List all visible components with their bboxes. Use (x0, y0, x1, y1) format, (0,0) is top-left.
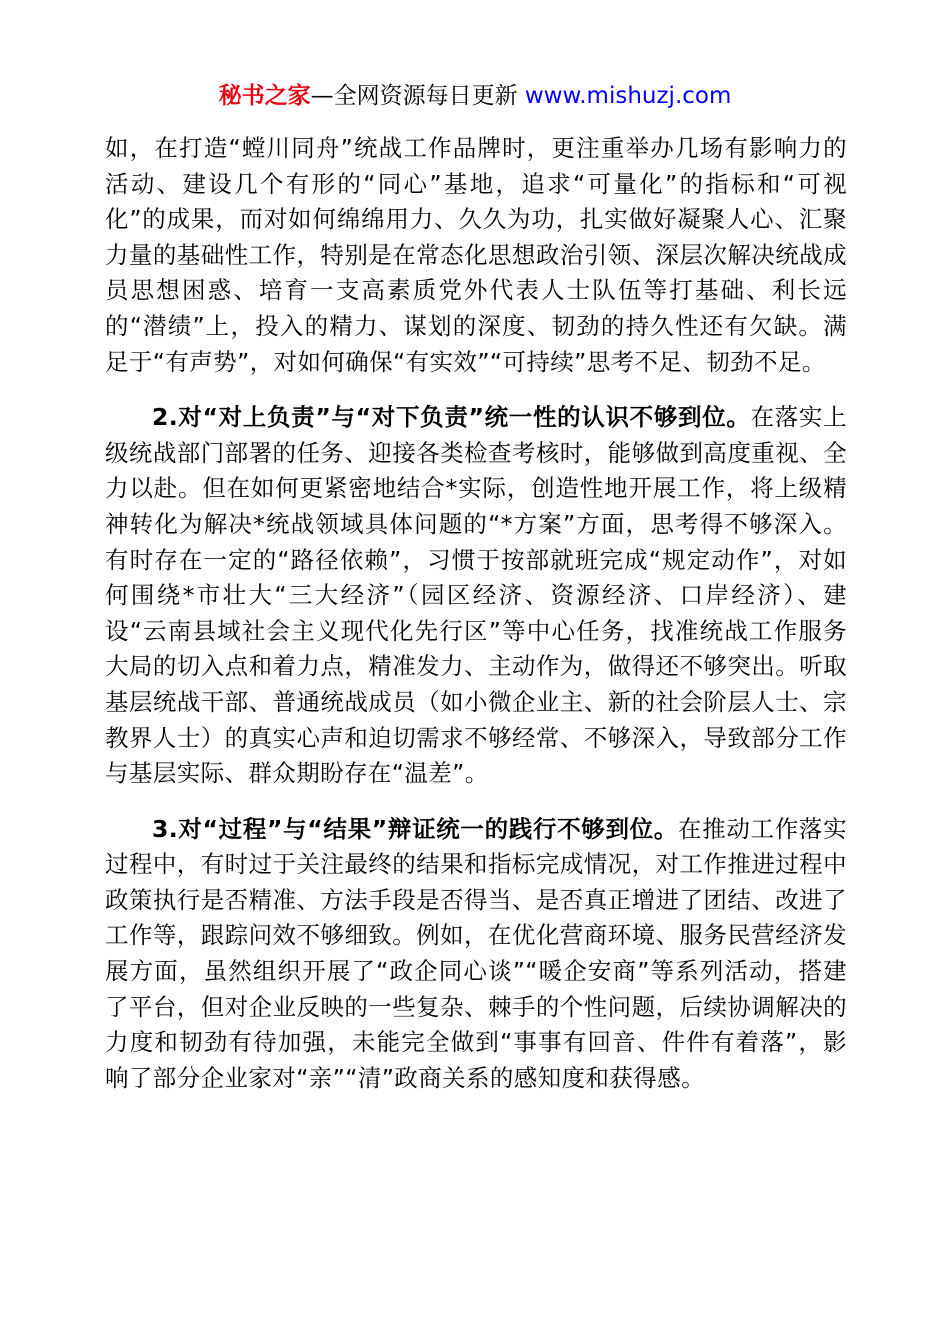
paragraph-3 (105, 812, 847, 1097)
site-header (0, 82, 950, 110)
paragraph-1-text: 如，在打造“螳川同舟”统战工作品牌时，更注重举办几场有影响力的活动、建设几个有形的“同心”基地，追求“可量化”的指标和“可视化”的成果，而对如何绵绵用力、久久为功，扎实做好凝聚人心、汇聚力量的基础性工作，特别是在常态化思想政治引领、深层次解决统战成员思想困惑、培育一支高素质党外代表人士队伍等打基础、利长远的“潜绩”上，投入的精力、谋划的深度、韧劲的持久性还有欠缺。满足于“有声势”，对如何确保“有实效”“可持续”思考不足、韧劲不足。 (105, 134, 847, 376)
paragraph-3-text: 在推动工作落实过程中，有时过于关注最终的结果和指标完成情况，对工作推进过程中政策执行是否精准、方法手段是否得当、是否真正增进了团结、改进了工作等，跟踪问效不够细致。例如，在优化营商环境、服务民营经济发展方面，虽然组织开展了“政企同心谈”“暖企安商”等系列活动，搭建了平台，但对企业反映的一些复杂、棘手的个性问题，后续协调解决的力度和韧劲有待加强，未能完全做到“事事有回音、件件有着落”，影响了部分企业家对“亲”“清”政商关系的感知度和获得感。 (105, 814, 847, 1092)
site-link[interactable]: www.mishuzj.com (524, 83, 732, 109)
paragraph-2-heading: 2.对“对上负责”与“对下负责”统一性的认识不够到位。 (152, 403, 751, 432)
document-body (105, 131, 847, 1096)
paragraph-1 (105, 131, 847, 380)
paragraph-2-text: 在落实上级统战部门部署的任务、迎接各类检查考核时，能够做到高度重视、全力以赴。但在如何更紧密地结合*实际，创造性地开展工作，将上级精神转化为解决*统战领域具体问题的“*方案”方面，思考得不够深入。有时存在一定的“路径依赖”，习惯于按部就班完成“规定动作”，对如何围绕*市壮大“三大经济”（园区经济、资源经济、口岸经济）、建设“云南县域社会主义现代化先行区”等中心任务，找准统战工作服务大局的切入点和着力点，精准发力、主动作为，做得还不够突出。听取基层统战干部、普通统战成员（如小微企业主、新的社会阶层人士、宗教界人士）的真实心声和迫切需求不够经常、不够深入，导致部分工作与基层实际、群众期盼存在“温差”。 (105, 403, 847, 788)
brand-name: 秘书之家 (218, 83, 311, 109)
header-tagline: —全网资源每日更新 (310, 83, 525, 109)
paragraph-3-heading: 3.对“过程”与“结果”辩证统一的践行不够到位。 (152, 814, 679, 843)
paragraph-2 (105, 400, 847, 792)
